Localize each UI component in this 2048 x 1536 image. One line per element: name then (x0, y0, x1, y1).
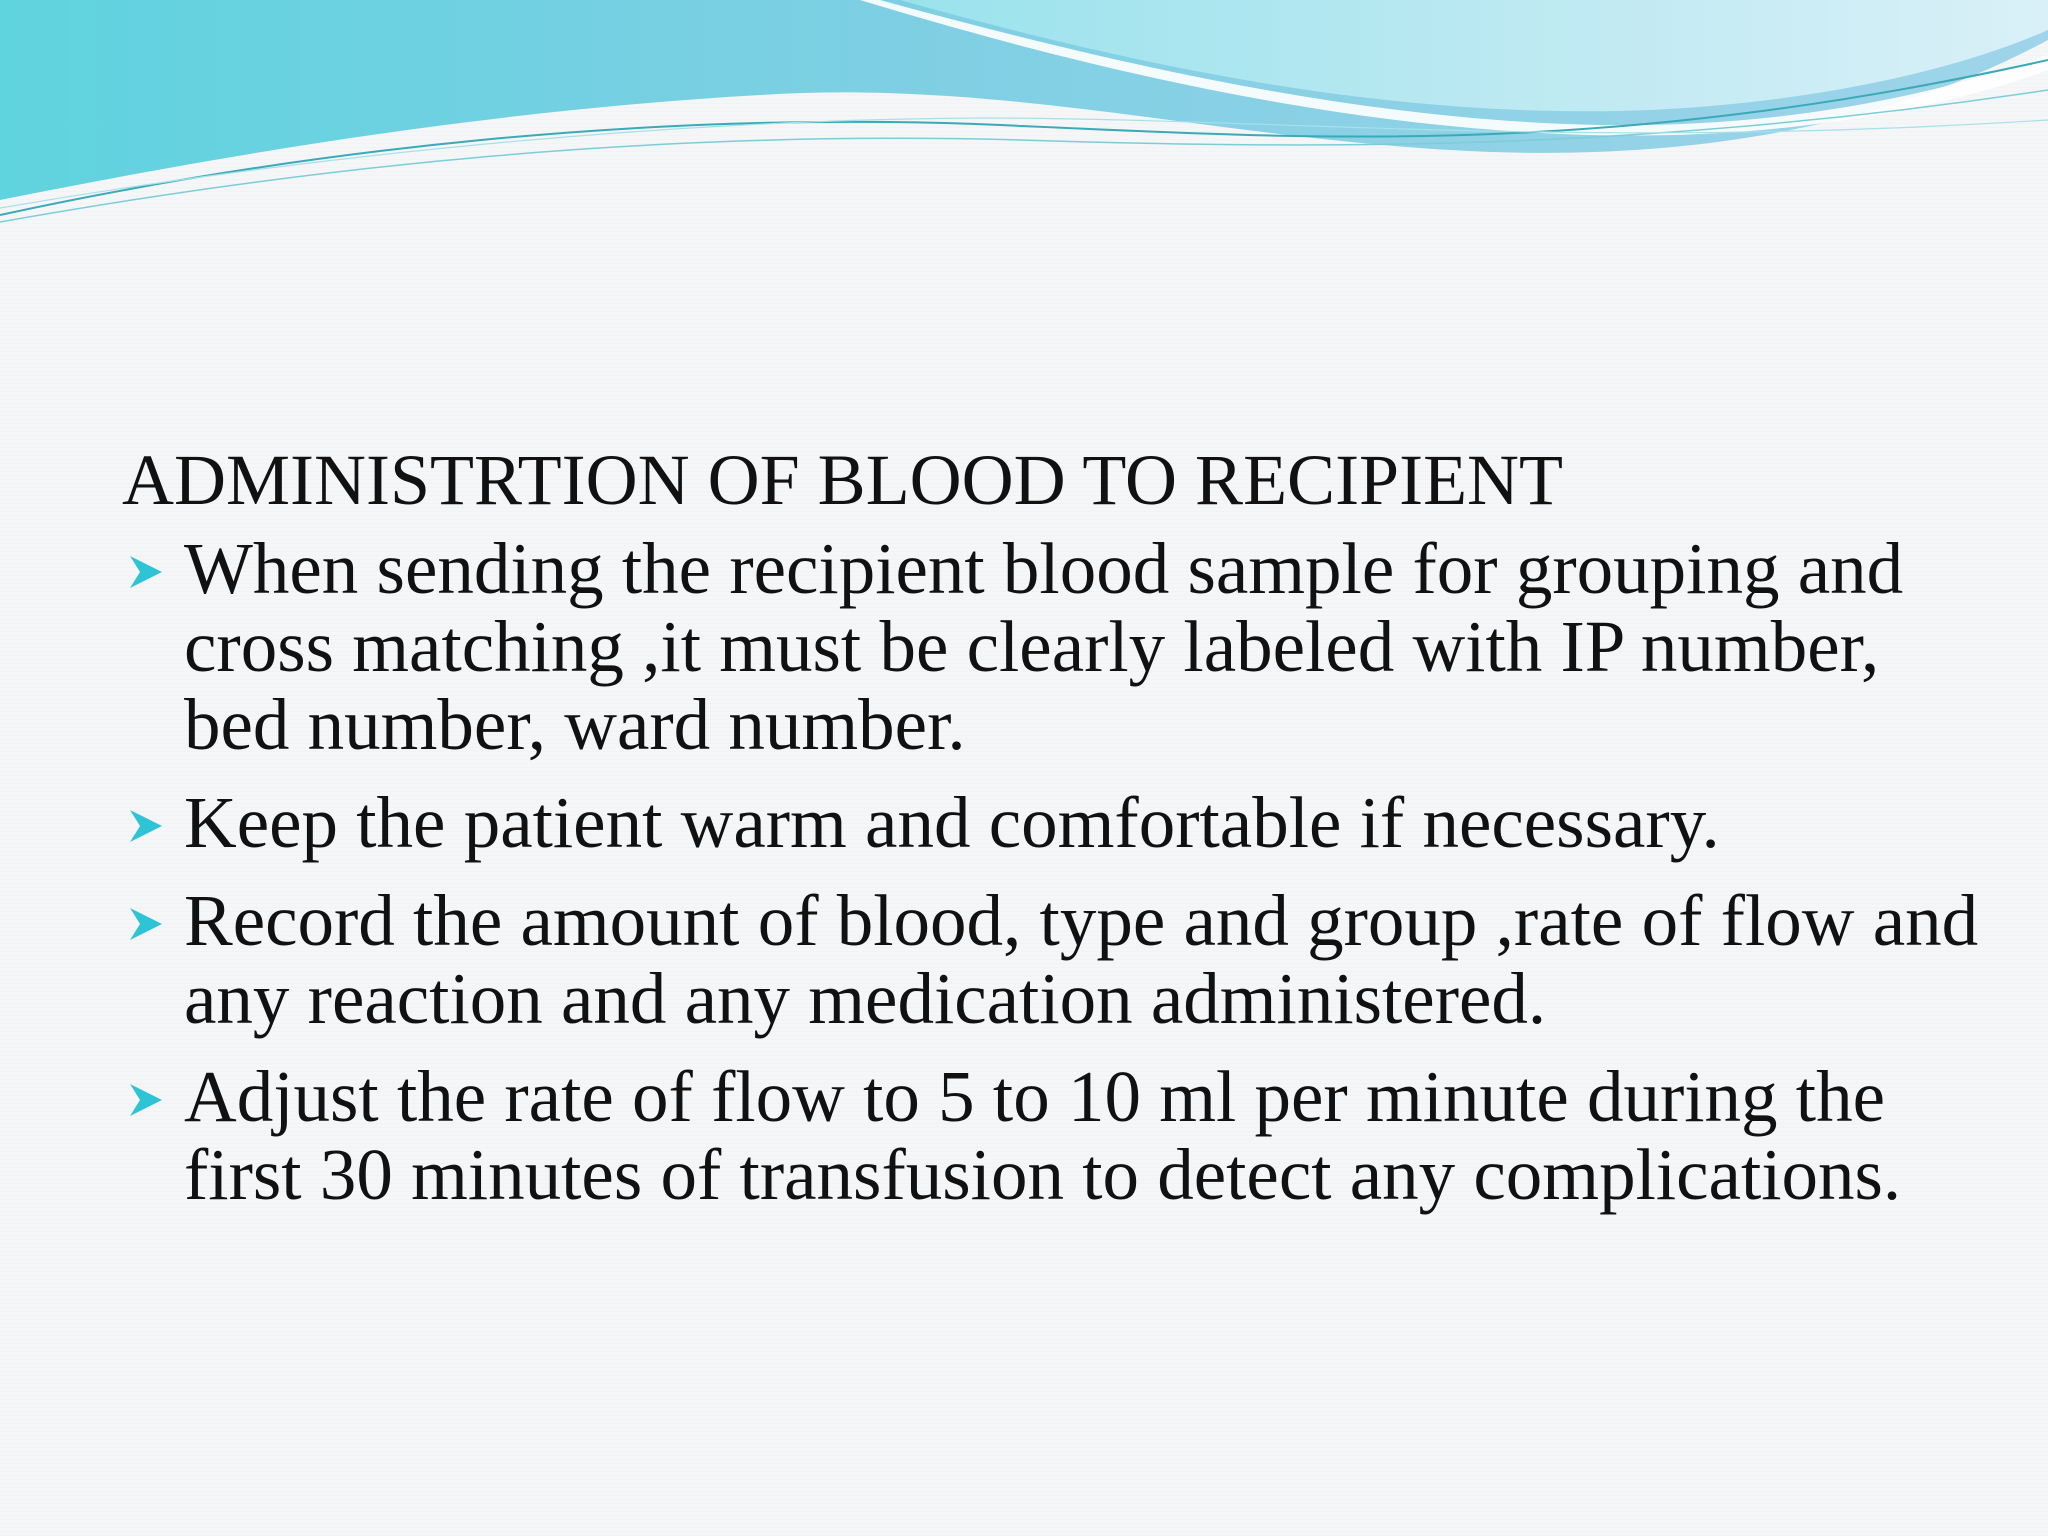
arrow-bullet-icon (126, 904, 166, 944)
bullet-text: When sending the recipient blood sample for grouping and cross matching ,it must be clearly labeled with IP number, bed number, ward number. (184, 528, 1904, 765)
bullet-text: Adjust the rate of flow to 5 to 10 ml per minute during the first 30 minutes of transfusion to detect any complications. (184, 1056, 1902, 1215)
arrow-bullet-icon (126, 552, 166, 592)
bullet-item (120, 1058, 1980, 1214)
slide-heading: ADMINISTRTION OF BLOOD TO RECIPIENT (122, 440, 1564, 520)
bullet-item (120, 530, 1980, 764)
bullet-text: Record the amount of blood, type and group ,rate of flow and any reaction and any medication administered. (184, 880, 1979, 1039)
slide-content (120, 438, 1980, 1234)
bullet-item (120, 784, 1980, 862)
bullet-text: Keep the patient warm and comfortable if necessary. (184, 782, 1720, 863)
bullet-item (120, 882, 1980, 1038)
bullet-list (120, 530, 1980, 1214)
arrow-bullet-icon (126, 806, 166, 846)
arrow-bullet-icon (126, 1080, 166, 1120)
header-wave-decoration (0, 0, 2048, 240)
